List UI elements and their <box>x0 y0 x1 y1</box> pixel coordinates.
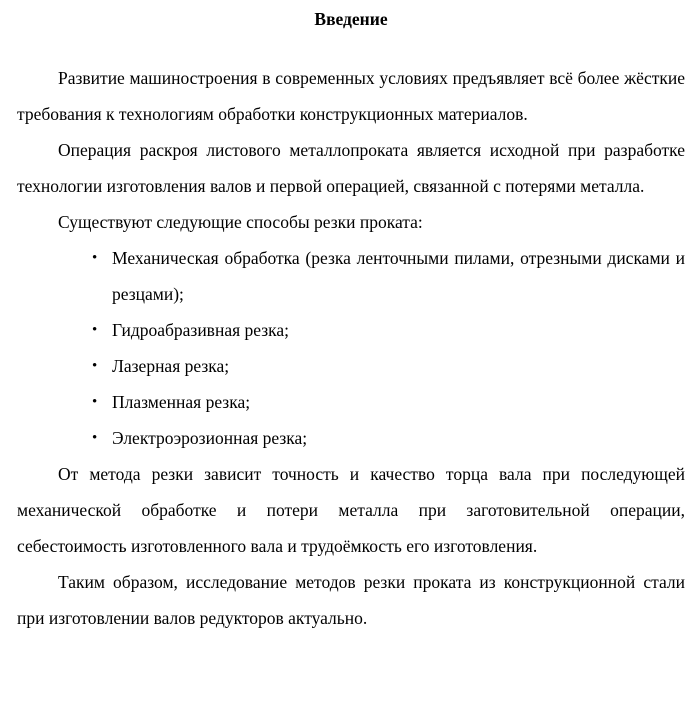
list-item-text: Плазменная резка; <box>112 392 251 412</box>
document-body <box>17 60 685 636</box>
list-item <box>92 384 685 420</box>
list-item <box>92 240 685 312</box>
paragraph-cutting-operation: Операция раскроя листового металлопроката является исходной при разработке технологии изготовления валов и первой операцией, связанной с потерями металла. <box>17 140 685 196</box>
cutting-methods-list <box>17 240 685 456</box>
bullet-icon: • <box>92 322 98 338</box>
list-item <box>92 348 685 384</box>
paragraph-precision: От метода резки зависит точность и качество торца вала при последующей механической обработке и потери металла при заготовительной операции, себестоимость изготовленного вала и трудоёмкость его изготовления. <box>17 464 685 556</box>
paragraph-intro: Развитие машиностроения в современных условиях предъявляет всё более жёсткие требования к технологиям обработки конструкционных материалов. <box>17 68 685 124</box>
bullet-icon: • <box>92 358 98 374</box>
list-item <box>92 312 685 348</box>
bullet-icon: • <box>92 250 98 266</box>
bullet-icon: • <box>92 430 98 446</box>
section-title: Введение <box>314 9 388 29</box>
list-item-text: Лазерная резка; <box>112 356 230 376</box>
list-item <box>92 420 685 456</box>
paragraph-methods-lead: Существуют следующие способы резки проката: <box>58 212 423 232</box>
list-item-text: Механическая обработка (резка ленточными пилами, отрезными дисками и резцами); <box>112 248 685 304</box>
paragraph-conclusion: Таким образом, исследование методов резки проката из конструкционной стали при изготовлении валов редукторов актуально. <box>17 572 685 628</box>
list-item-text: Гидроабразивная резка; <box>112 320 290 340</box>
bullet-icon: • <box>92 394 98 410</box>
list-item-text: Электроэрозионная резка; <box>112 428 308 448</box>
